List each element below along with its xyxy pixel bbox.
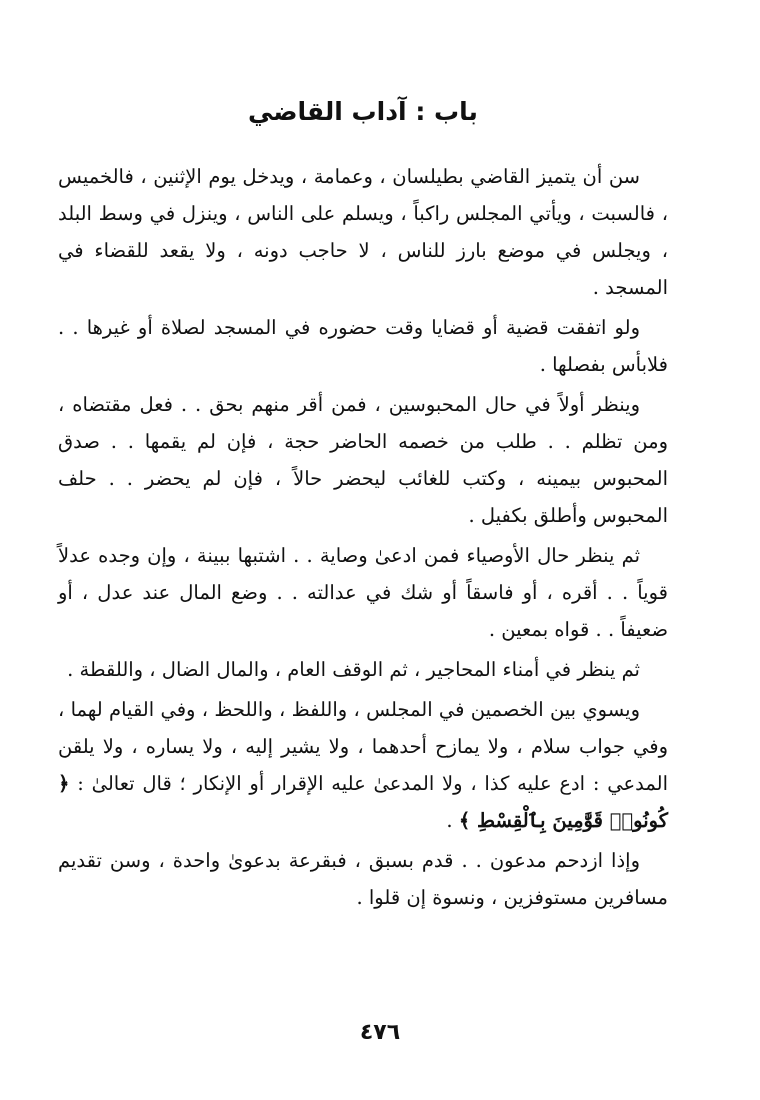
paragraph-mosque-cases: ولو اتفقت قضية أو قضايا وقت حضوره في المسجد لصلاة أو غيرها . . فلابأس بفصلها . <box>58 316 668 376</box>
equal-treatment-text: ويسوي بين الخصمين في المجلس ، واللفظ ، واللحظ ، وفي القيام لهما ، وفي جواب سلام ، ولا يمازح أحدهما ، ولا يشير إليه ، ولا يساره ، ولا يلقن المدعي : ادع عليه كذا ، ولا المدعىٰ عليه الإقرار أو الإنكار ؛ قال تعالىٰ : <box>58 698 668 795</box>
paragraph-prisoners: وينظر أولاً في حال المحبوسين ، فمن أقر منهم بحق . . فعل مقتضاه ، ومن تظلم . . طلب من خصمه الحاضر حجة ، فإن لم يقمها . . صدق المحبوس بيمينه ، وكتب للغائب ليحضر حالاً ، فإن لم يحضر . . حلف المحبوس وأطلق بكفيل . <box>58 393 668 527</box>
paragraph-crowded-claimants: وإذا ازدحم مدعون . . قدم بسبق ، فبقرعة بدعوىٰ واحدة ، وسن تقديم مسافرين مستوفزين ، ونسوة إن قلوا . <box>58 849 668 909</box>
paragraph-guardians: ثم ينظر حال الأوصياء فمن ادعىٰ وصاية . . اشتبها ببينة ، وإن وجده عدلاً قوياً . . أقره ، أو فاسقاً أو شك في عدالته . . وضع المال عند عدل ، أو ضعيفاً . . قواه بمعين . <box>58 544 668 641</box>
document-page <box>58 92 668 1052</box>
paragraph-trustees: ثم ينظر في أمناء المحاجير ، ثم الوقف العام ، والمال الضال ، واللقطة . <box>67 658 640 681</box>
paragraph-judge-attire: سن أن يتميز القاضي بطيلسان ، وعمامة ، ويدخل يوم الإثنين ، فالخميس ، فالسبت ، ويأتي المجلس راكباً ، ويسلم على الناس ، وينزل في وسط البلد ، ويجلس في موضع بارز للناس ، لا حاجب دونه ، ولا يقعد للقضاء في المسجد . <box>58 165 668 299</box>
paragraph-equal-treatment <box>58 691 668 839</box>
quote-trailer: . <box>446 809 459 832</box>
chapter-title: باب : آداب القاضي <box>248 97 478 126</box>
page-number: ٤٧٦ <box>359 1020 401 1045</box>
quran-quote: ﴿ كُونُوا۟ قَوَّٰمِينَ بِٱلْقِسْطِ ﴾ <box>58 772 668 832</box>
